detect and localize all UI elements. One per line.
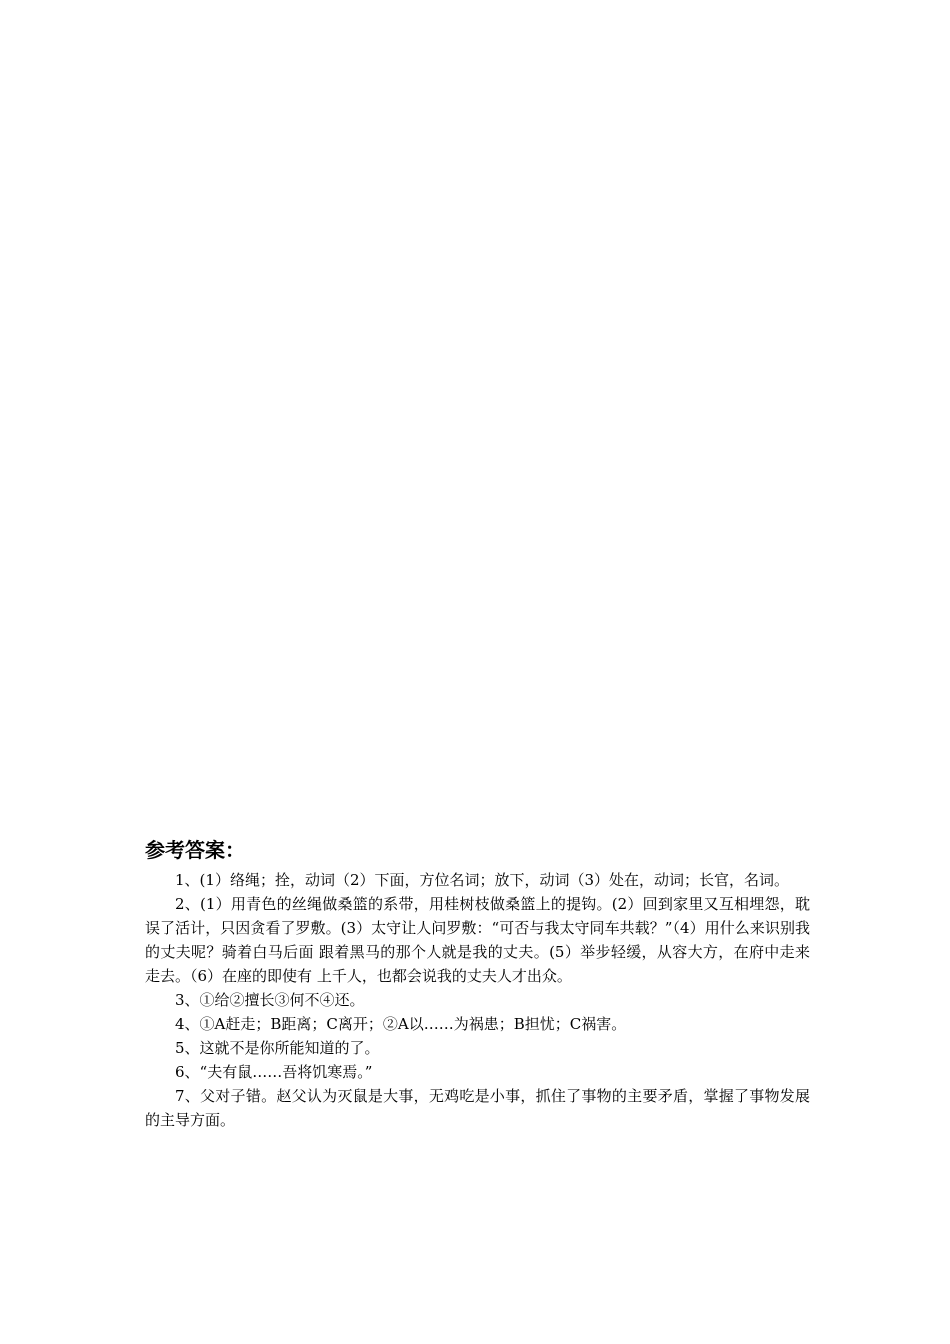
answer-item-2: 2、(1）用青色的丝绳做桑篮的系带，用桂树枝做桑篮上的提钩。(2）回到家里又互相埋怨，耽误了活计，只因贪看了罗敷。(3）太守让人问罗敷：“可否与我太守同车共载？”（4）用什么来识别我的丈夫呢？骑着白马后面 跟着黑马的那个人就是我的丈夫。(5）举步轻缓，从容大方，在府中走来走去。（6）在座的即使有 上千人，也都会说我的丈夫人才出众。 [145, 895, 810, 985]
answer-item-3: 3、①给②擅长③何不④还。 [175, 991, 365, 1009]
answer-item-4: 4、①A赶走；B距离；C离开；②A以……为祸患；B担忧；C祸害。 [175, 1015, 627, 1033]
answer-section [145, 836, 810, 1132]
answer-item-6: 6、“夫有鼠……吾将饥寒焉。” [175, 1063, 373, 1081]
answer-item-1: 1、(1）络绳；拴，动词（2）下面，方位名词；放下，动词（3）处在，动词；长官，名词。 [175, 871, 790, 889]
answer-heading: 参考答案： [145, 838, 245, 862]
answer-item-5: 5、这就不是你所能知道的了。 [175, 1039, 380, 1057]
answer-item-7: 7、父对子错。赵父认为灭鼠是大事，无鸡吃是小事，抓住了事物的主要矛盾，掌握了事物发展的主导方面。 [145, 1087, 810, 1129]
